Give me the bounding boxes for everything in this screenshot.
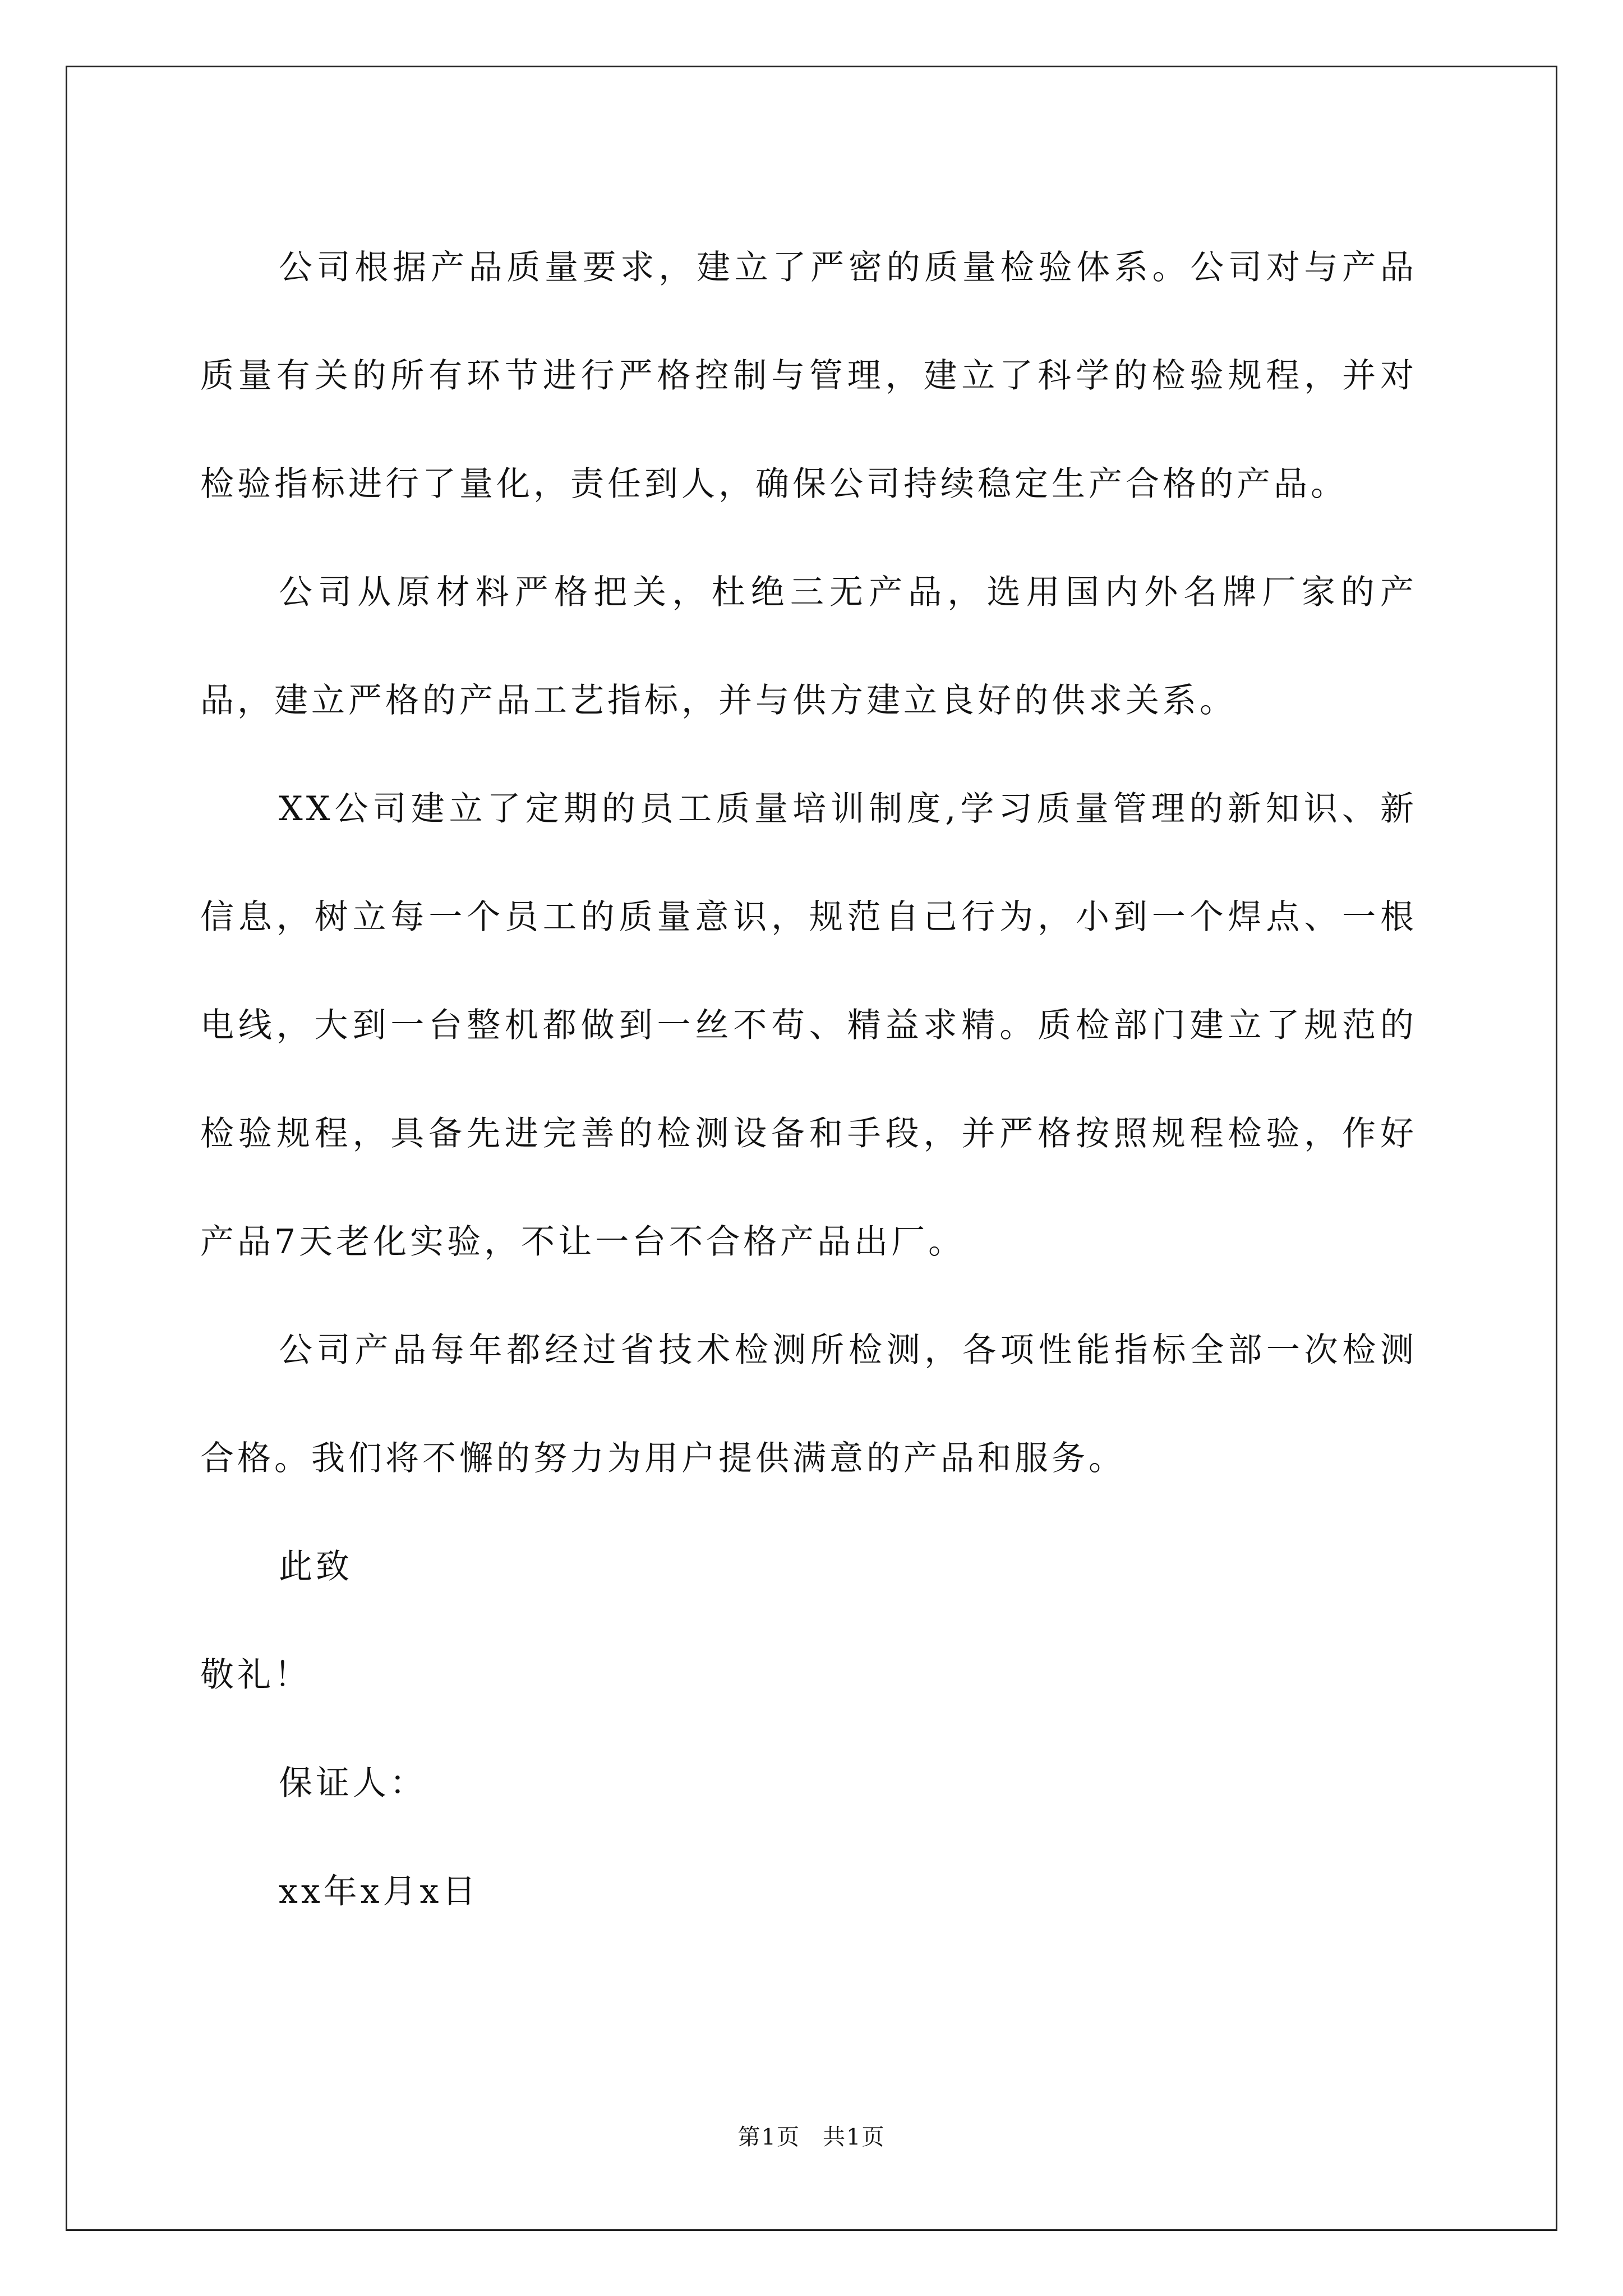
paragraph-quality-system: 公司根据产品质量要求，建立了严密的质量检验体系。公司对与产品质量有关的所有环节进行严格控制与管理，建立了科学的检验规程，并对检验指标进行了量化，责任到人，确保公司持续稳定生产合格的产品。 [200, 248, 1417, 504]
page-number: 第1页 [737, 2124, 800, 2150]
salute-line: 敬礼！ [200, 1655, 311, 1695]
paragraph-raw-materials: 公司从原材料严格把关，杜绝三无产品，选用国内外名牌厂家的产品，建立严格的产品工艺指标，并与供方建立良好的供求关系。 [200, 573, 1417, 720]
document-body [200, 214, 1417, 1946]
paragraph-inspection-results: 公司产品每年都经过省技术检测所检测，各项性能指标全部一次检测合格。我们将不懈的努力为用户提供满意的产品和服务。 [200, 1331, 1417, 1478]
page-total: 共1页 [823, 2124, 886, 2150]
paragraph-training: XX公司建立了定期的员工质量培训制度,学习质量管理的新知识、新信息，树立每一个员工的质量意识，规范自己行为，小到一个焊点、一根电线，大到一台整机都做到一丝不苟、精益求精。质检部门建立了规范的检验规程，具备先进完善的检测设备和手段，并严格按照规程检验，作好产品7天老化实验，不让一台不合格产品出厂。 [200, 789, 1417, 1262]
guarantor-label: 保证人： [279, 1764, 427, 1803]
closing-line: 此致 [279, 1547, 353, 1586]
page-footer [0, 2119, 1623, 2151]
date-line: xx年x月x日 [279, 1872, 479, 1911]
